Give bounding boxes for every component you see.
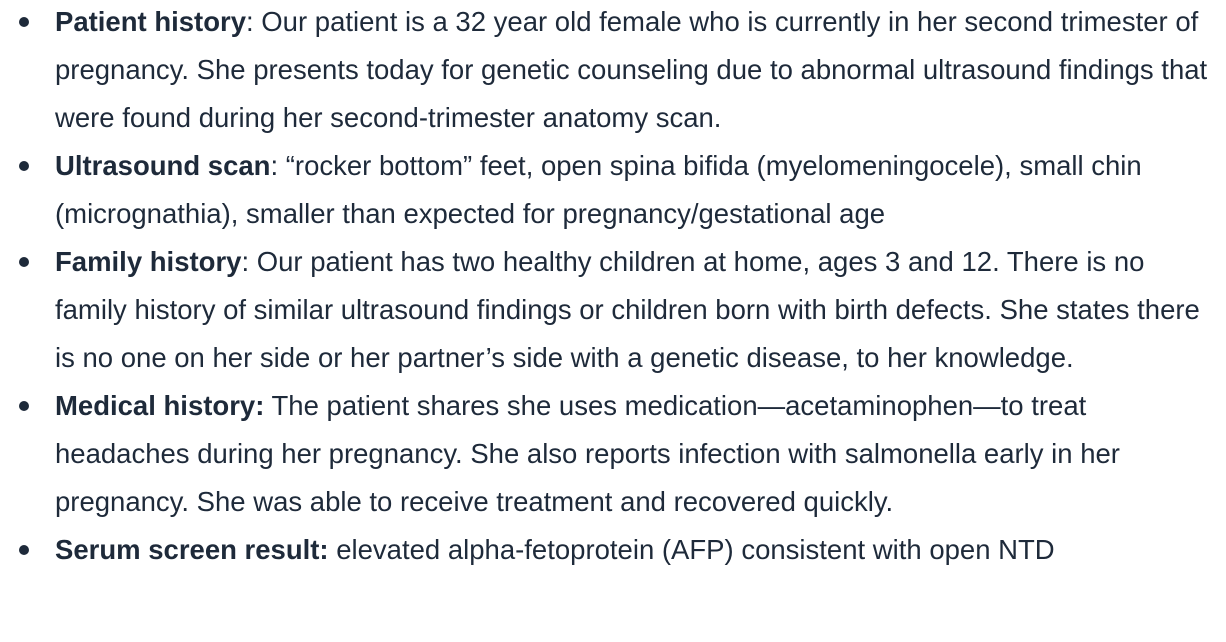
- item-label: Serum screen result:: [55, 534, 329, 565]
- list-item-family-history: [0, 238, 1226, 382]
- list-item-serum-screen-result: [0, 526, 1226, 574]
- item-text: Our patient is a 32 year old female who is currently in her second trimester of pregnancy. She presents today for genetic counseling due to abnormal ultrasound findings that were found during her second-trimester anatomy scan.: [55, 6, 1208, 133]
- item-separator: :: [241, 246, 250, 277]
- bullet-icon: [19, 401, 29, 411]
- item-text: The patient shares she uses medication—acetaminophen—to treat headaches during her pregnancy. She also reports infection with salmonella early in her pregnancy. She was able to receive treatment and recovered quickly.: [55, 390, 1120, 517]
- item-text: Our patient has two healthy children at home, ages 3 and 12. There is no family history of similar ultrasound findings or children born with birth defects. She states there is no one on her side or her partner’s side with a genetic disease, to her knowledge.: [55, 246, 1200, 373]
- bullet-icon: [19, 545, 29, 555]
- list-item-patient-history: [0, 0, 1226, 142]
- item-label: Family history: [55, 246, 242, 277]
- bullet-icon: [19, 161, 29, 171]
- bullet-icon: [19, 257, 29, 267]
- bullet-icon: [19, 17, 29, 27]
- item-separator: :: [246, 6, 254, 37]
- item-separator: :: [270, 150, 279, 181]
- item-label: Patient history: [55, 6, 247, 37]
- item-text: “rocker bottom” feet, open spina bifida (myelomeningocele), small chin (micrognathia), smaller than expected for pregnancy/gestational age: [55, 150, 1142, 229]
- list-item-medical-history: [0, 382, 1226, 526]
- item-text: elevated alpha-fetoprotein (AFP) consistent with open NTD: [328, 534, 1055, 565]
- list-item-ultrasound-scan: [0, 142, 1226, 238]
- item-label: Ultrasound scan: [55, 150, 271, 181]
- item-label: Medical history:: [55, 390, 265, 421]
